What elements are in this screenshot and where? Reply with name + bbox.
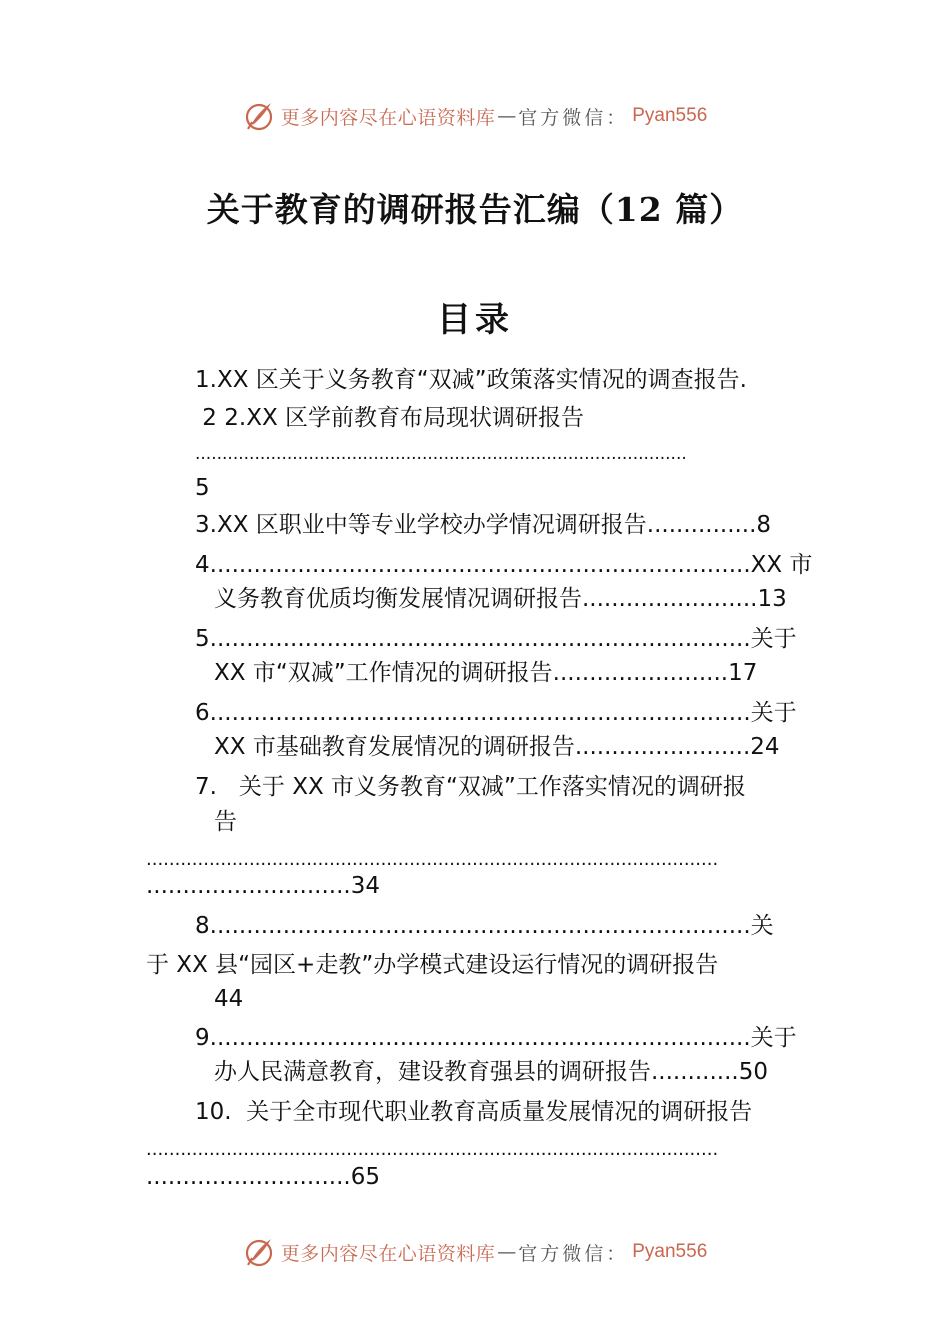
toc-line[interactable]: 3.XX 区职业中等专业学校办学情况调研报告...............8 [195, 512, 772, 538]
toc-line[interactable]: 10. 关于全市现代职业教育高质量发展情况的调研报告 [195, 1099, 753, 1125]
toc-line[interactable]: 5..........................................................................关于 [195, 626, 797, 652]
toc-page-number: ............................65 [146, 1164, 380, 1190]
toc-line[interactable]: 8..........................................................................关 [195, 913, 774, 939]
banner-text: 更多内容尽在心语资料库 [280, 1242, 496, 1265]
banner-separator: — [497, 1241, 517, 1263]
toc-line-continuation[interactable]: 义务教育优质均衡发展情况调研报告........................13 [214, 586, 787, 612]
toc-line-continuation[interactable]: 办人民满意教育，建设教育强县的调研报告............50 [214, 1059, 768, 1085]
quill-logo-icon [243, 1236, 275, 1268]
toc-line[interactable]: 9..........................................................................关于 [195, 1025, 797, 1051]
toc-line[interactable]: 4..........................................................................XX 市 [195, 552, 813, 578]
toc-line[interactable]: 6..........................................................................关于 [195, 700, 797, 726]
toc-line-continuation[interactable]: 告 [214, 809, 237, 835]
toc-leader-dots: .................................................................................................... [146, 849, 719, 870]
toc-page-number: 5 [195, 475, 210, 501]
toc-line-continuation[interactable]: XX 市基础教育发展情况的调研报告........................24 [214, 734, 780, 760]
document-title: 关于教育的调研报告汇编（12 篇） [206, 190, 744, 229]
banner-wechat-label: 官方微信： [518, 1242, 629, 1265]
toc-leader-dots: ........................................................................................... [195, 444, 687, 464]
banner-separator: — [497, 105, 517, 127]
toc-page-number: 44 [214, 986, 244, 1012]
footer-banner [0, 1232, 950, 1272]
toc-line-continuation[interactable]: 于 XX 县“园区+走教”办学模式建设运行情况的调研报告 [146, 952, 719, 978]
banner-wechat-id: Pyan556 [632, 1241, 708, 1262]
banner-wechat-label: 官方微信： [518, 106, 629, 129]
toc-line-continuation[interactable]: XX 市“双减”工作情况的调研报告........................17 [214, 660, 758, 686]
banner-text: 更多内容尽在心语资料库 [280, 106, 496, 129]
toc-page-number: ............................34 [146, 873, 380, 899]
toc-line[interactable]: 7. 关于 XX 市义务教育“双减”工作落实情况的调研报 [195, 774, 746, 800]
toc-leader-dots: .................................................................................................... [146, 1139, 719, 1160]
toc-line[interactable]: 1.XX 区关于义务教育“双减”政策落实情况的调查报告. [195, 367, 747, 393]
toc-heading: 目录 [437, 300, 513, 340]
quill-logo-icon [243, 100, 275, 132]
header-banner [0, 96, 950, 136]
banner-wechat-id: Pyan556 [632, 105, 708, 126]
toc-line[interactable]: 2 2.XX 区学前教育布局现状调研报告 [195, 405, 585, 431]
